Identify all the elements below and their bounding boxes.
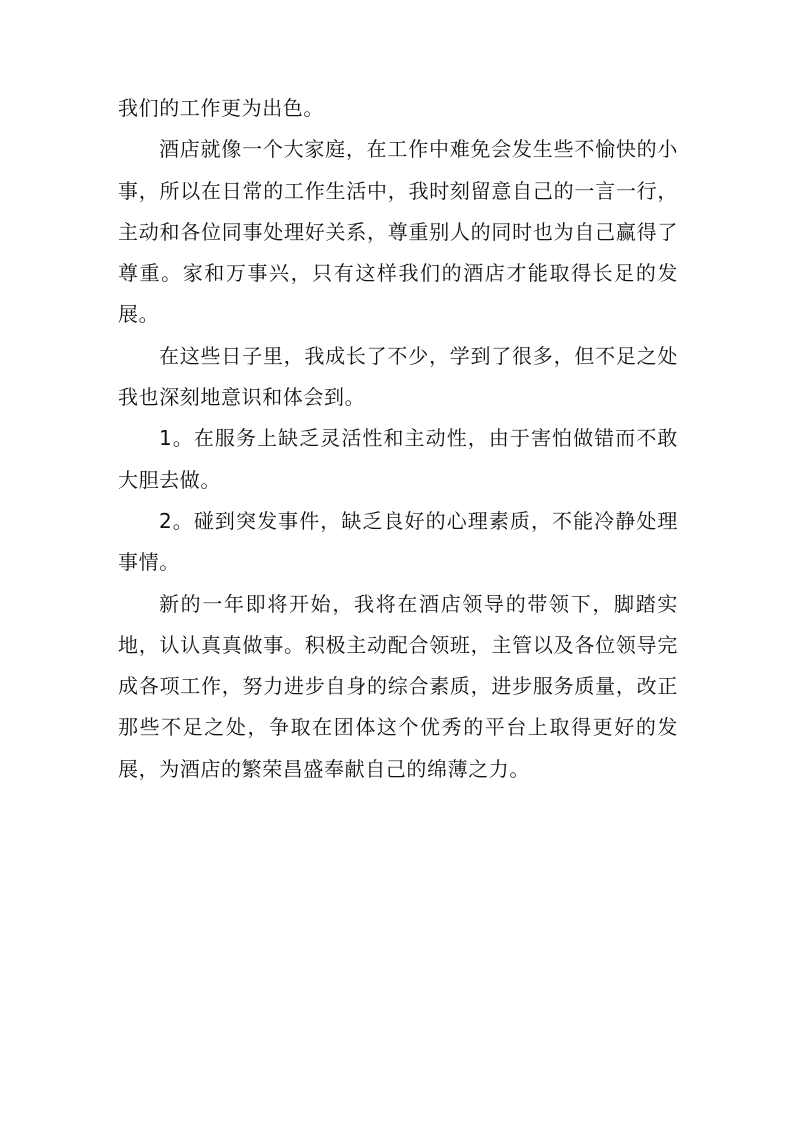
paragraph-growth: 在这些日子里，我成长了不少，学到了很多，但不足之处我也深刻地意识和体会到。	[118, 343, 678, 410]
paragraph-new-year: 新的一年即将开始，我将在酒店领导的带领下，脚踏实地，认认真真做事。积极主动配合领班，主管以及各位领导完成各项工作，努力进步自身的综合素质，进步服务质量，改正那些不足之处，争取在团体这个优秀的平台上取得更好的发展，为酒店的繁荣昌盛奉献自己的绵薄之力。	[118, 591, 678, 781]
document-body	[118, 88, 678, 790]
paragraph-point-2: 2。碰到突发事件，缺乏良好的心理素质，不能冷静处理事情。	[118, 508, 678, 575]
paragraph-point-1: 1。在服务上缺乏灵活性和主动性，由于害怕做错而不敢大胆去做。	[118, 426, 678, 492]
paragraph-family: 酒店就像一个大家庭，在工作中难免会发生些不愉快的小事，所以在日常的工作生活中，我时刻留意自己的一言一行，主动和各位同事处理好关系，尊重别人的同时也为自己赢得了尊重。家和万事兴，只有这样我们的酒店才能取得长足的发展。	[118, 137, 678, 327]
paragraph-continuation: 我们的工作更为出色。	[118, 96, 324, 120]
